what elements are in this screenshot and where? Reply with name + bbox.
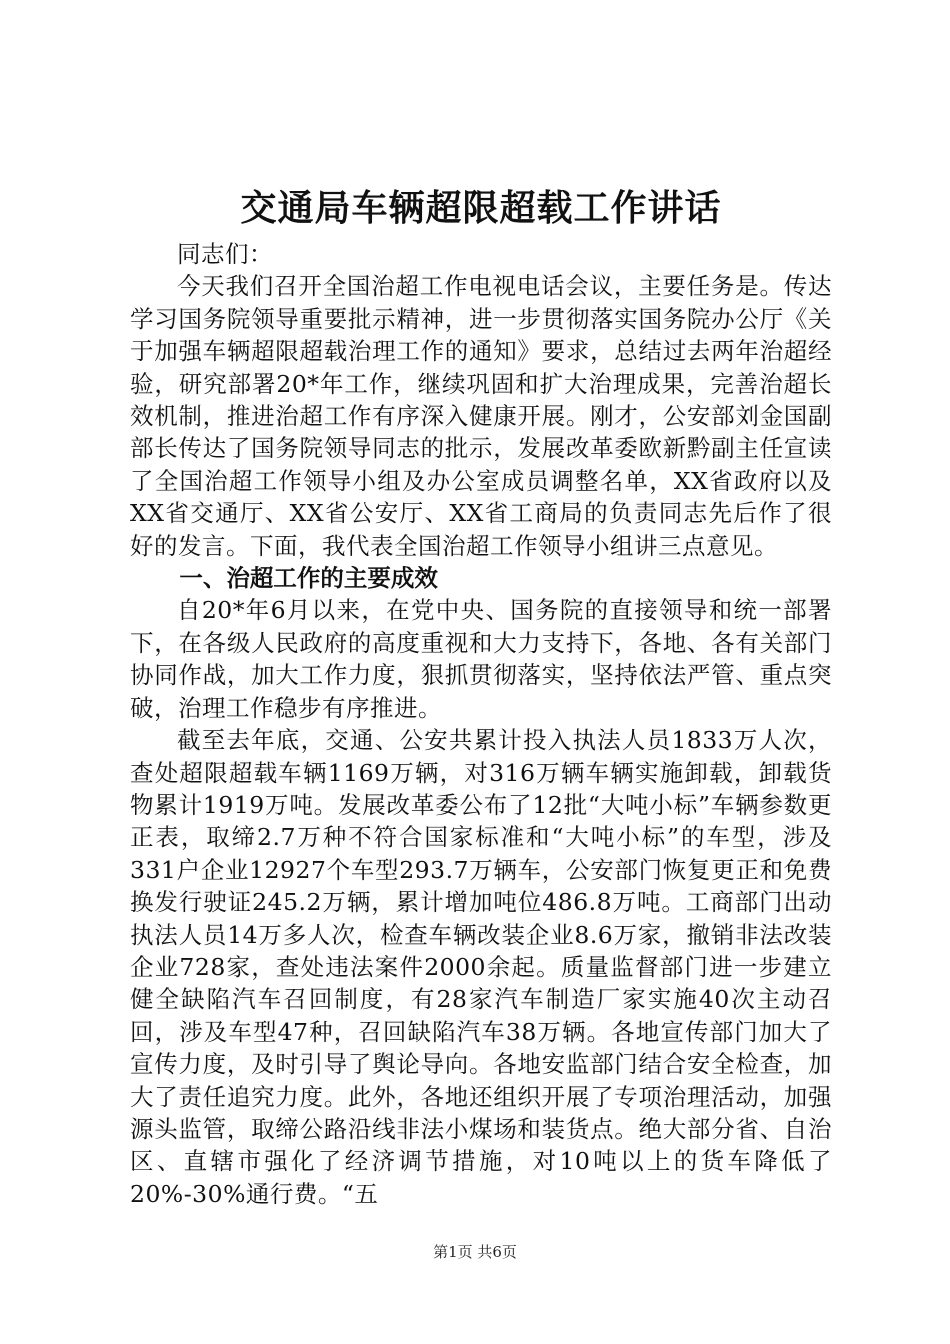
intro-paragraph: 今天我们召开全国治超工作电视电话会议，主要任务是。传达学习国务院领导重要批示精神，进一步贯彻落实国务院办公厅《关于加强车辆超限超载治理工作的通知》要求，总结过去两年治超经验，研究部署20*年工作，继续巩固和扩大治理成果，完善治超长效机制，推进治超工作有序深入健康开展。刚才，公安部刘金国副部长传达了国务院领导同志的批示，发展改革委欧新黔副主任宣读了全国治超工作领导小组及办公室成员调整名单，XX省政府以及XX省交通厅、XX省公安厅、XX省工商局的负责同志先后作了很好的发言。下面，我代表全国治超工作领导小组讲三点意见。 — [130, 272, 832, 560]
page-footer — [0, 1241, 950, 1262]
page-indicator: 第1页 共6页 — [433, 1243, 517, 1261]
section-heading-1: 一、治超工作的主要成效 — [179, 564, 438, 593]
document-page — [130, 180, 832, 1210]
section1-paragraph-1: 自20*年6月以来，在党中央、国务院的直接领导和统一部署下，在各级人民政府的高度重视和大力支持下，各地、各有关部门协同作战，加大工作力度，狠抓贯彻落实，坚持依法严管、重点突破，治理工作稳步有序推进。 — [130, 596, 832, 722]
section1-paragraph-2: 截至去年底，交通、公安共累计投入执法人员1833万人次，查处超限超载车辆1169万辆，对316万辆车辆实施卸载，卸载货物累计1919万吨。发展改革委公布了12批“大吨小标”车辆参数更正表，取缔2.7万种不符合国家标准和“大吨小标”的车型，涉及331户企业12927个车型293.7万辆车，公安部门恢复更正和免费换发行驶证245.2万辆，累计增加吨位486.8万吨。工商部门出动执法人员14万多人次，检查车辆改装企业8.6万家，撤销非法改装企业728家，查处违法案件2000余起。质量监督部门进一步建立健全缺陷汽车召回制度，有28家汽车制造厂家实施40次主动召回，涉及车型47种，召回缺陷汽车38万辆。各地宣传部门加大了宣传力度，及时引导了舆论导向。各地安监部门结合安全检查，加大了责任追究力度。此外，各地还组织开展了专项治理活动，加强源头监管，取缔公路沿线非法小煤场和装货点。绝大部分省、自治区、直辖市强化了经济调节措施，对10吨以上的货车降低了20%-30%通行费。“五 — [130, 726, 832, 1208]
salutation: 同志们： — [177, 240, 273, 268]
document-title: 交通局车辆超限超载工作讲话 — [240, 187, 722, 229]
